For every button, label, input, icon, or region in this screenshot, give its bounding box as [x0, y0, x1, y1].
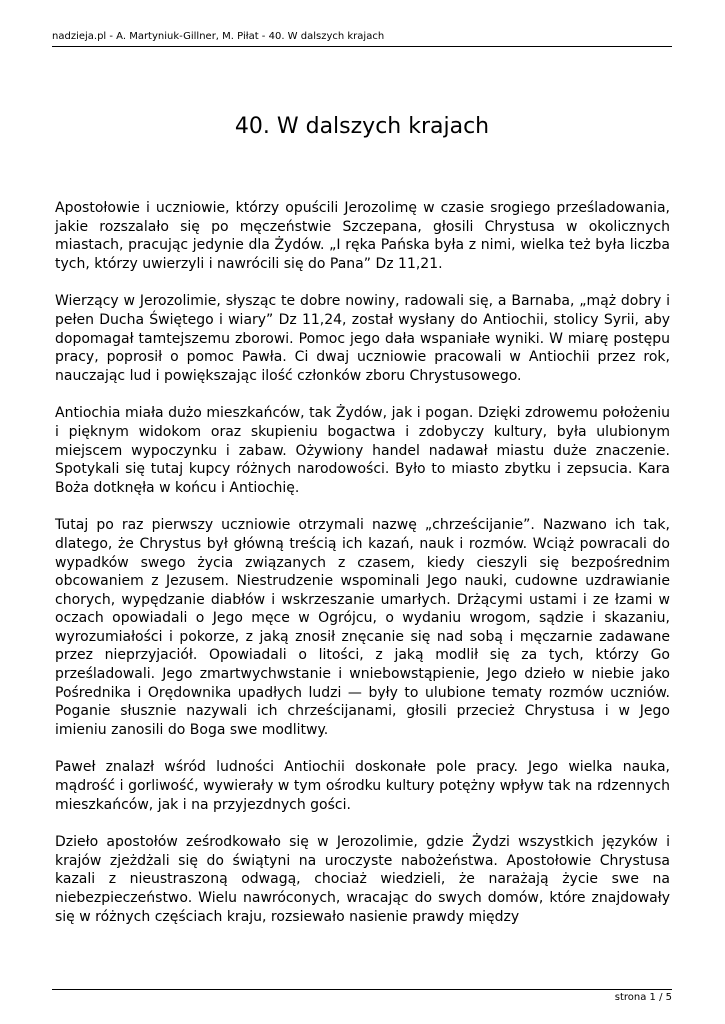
paragraph: Apostołowie i uczniowie, którzy opuścili Jerozolimę w czasie srogiego prześladowania, jakie rozszalało się po męczeństwie Szczepana, głosili Chrystusa w okolicznych miastach, pracując jedynie dla Żydów. „I ręka Pańska była z nimi, wielka też była liczba tych, którzy uwierzyli i nawrócili się do Pana” Dz 11,21. — [55, 200, 670, 272]
footer-divider — [52, 989, 672, 990]
document-title: 40. W dalszych krajach — [234, 114, 490, 139]
document-body — [55, 199, 670, 945]
page-header: nadzieja.pl - A. Martyniuk-Gillner, M. Piłat - 40. W dalszych krajach — [52, 31, 385, 42]
page-number: strona 1 / 5 — [614, 992, 672, 1003]
paragraph: Antiochia miała dużo mieszkańców, tak Żydów, jak i pogan. Dzięki zdrowemu położeniu i pięknym widokom oraz skupieniu bogactwa i zdobyczy kultury, była ulubionym miejscem wypoczynku i zabaw. Ożywiony handel nadawał miastu duże znaczenie. Spotykali się tutaj kupcy różnych narodowości. Było to miasto zbytku i zepsucia. Kara Boża dotknęła w końcu i Antiochię. — [55, 405, 670, 496]
paragraph: Dzieło apostołów ześrodkowało się w Jerozolimie, gdzie Żydzi wszystkich języków i krajów zjeżdżali się do świątyni na uroczyste nabożeństwa. Apostołowie Chrystusa kazali z nieustraszoną odwagą, chociaż wiedzieli, że narażają życie swe na niebezpieczeństwo. Wielu nawróconych, wracając do swych domów, które znajdowały się w różnych częściach kraju, rozsiewało nasienie prawdy między — [55, 834, 670, 925]
paragraph: Tutaj po raz pierwszy uczniowie otrzymali nazwę „chrześcijanie”. Nazwano ich tak, dlatego, że Chrystus był główną treścią ich kazań, nauk i rozmów. Wciąż powracali do wypadków swego życia związanych z czasem, kiedy cieszyli się bezpośrednim obcowaniem z Jezusem. Niestrudzenie wspominali Jego nauki, cudowne uzdrawianie chorych, wypędzanie diabłów i wskrzeszanie umarłych. Drżącymi ustami i ze łzami w oczach opowiadali o Jego męce w Ogrójcu, o wydaniu wrogom, sądzie i skazaniu, wyrozumiałości i pokorze, z jaką znosił znęcanie się nad sobą i męczarnie zadawane przez nieprzyjaciół. Opowiadali o litości, z jaką modlił się za tych, którzy Go prześladowali. Jego zmartwychwstanie i wniebowstąpienie, Jego dzieło w niebie jako Pośrednika i Orędownika upadłych ludzi — były to ulubione tematy rozmów uczniów. Poganie słusznie nazywali ich chrześcijanami, głosili przecież Chrystusa i w Jego imieniu zanosili do Boga swe modlitwy. — [55, 517, 670, 738]
header-divider — [52, 46, 672, 47]
paragraph: Paweł znalazł wśród ludności Antiochii doskonałe pole pracy. Jego wielka nauka, mądrość i gorliwość, wywierały w tym ośrodku kultury potężny wpływ tak na rdzennych mieszkańców, jak i na przyjezdnych gości. — [55, 759, 670, 813]
paragraph: Wierzący w Jerozolimie, słysząc te dobre nowiny, radowali się, a Barnaba, „mąż dobry i pełen Ducha Świętego i wiary” Dz 11,24, został wysłany do Antiochii, stolicy Syrii, aby dopomagał tamtejszemu zborowi. Pomoc jego dała wspaniałe wyniki. W miarę postępu pracy, poprosił o pomoc Pawła. Ci dwaj uczniowie pracowali w Antiochii przez rok, nauczając lud i powiększając ilość członków zboru Chrystusowego. — [55, 293, 670, 384]
